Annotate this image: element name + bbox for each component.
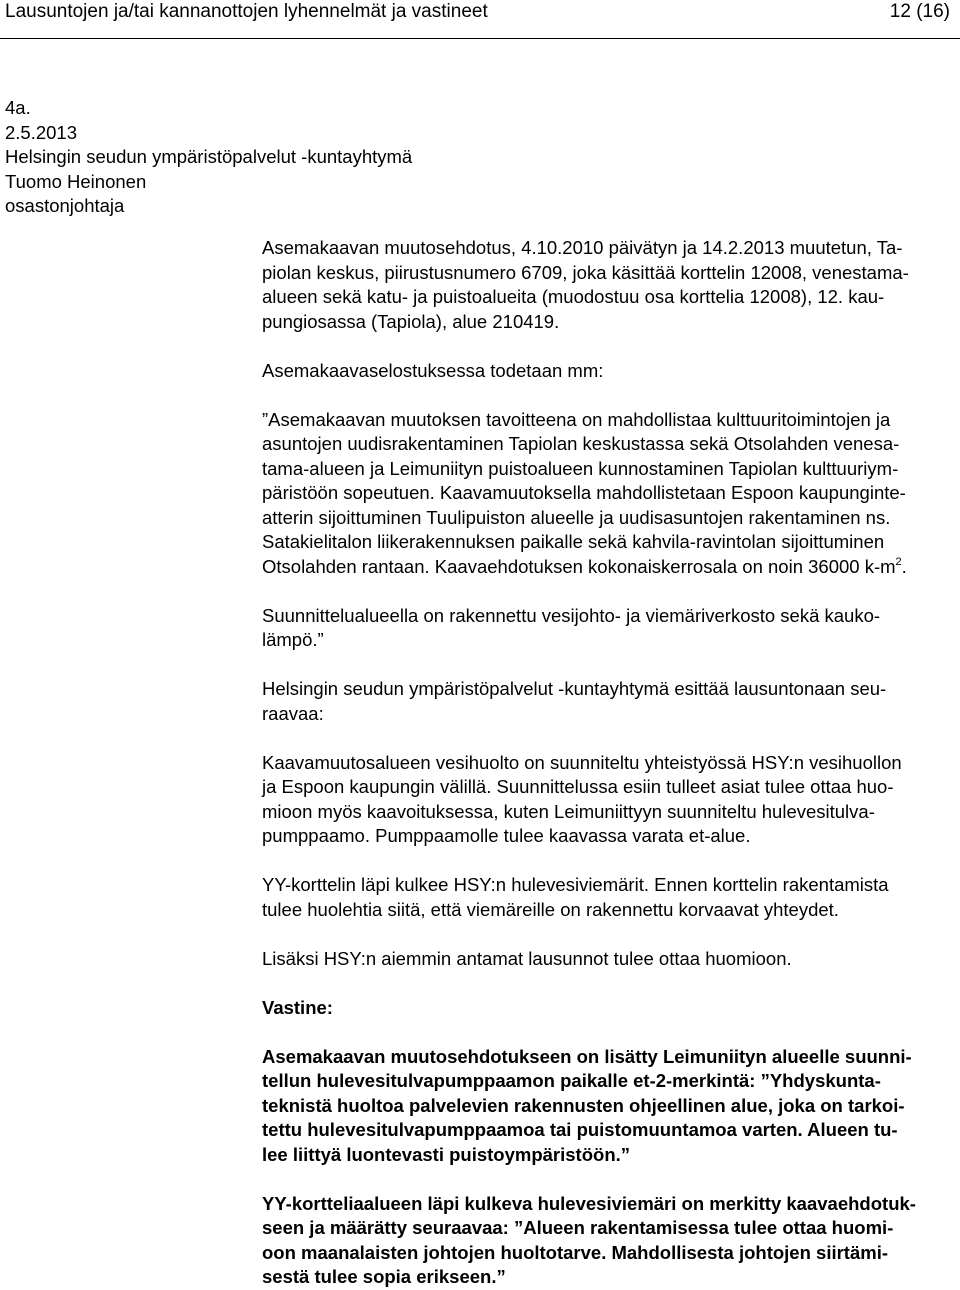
text-line: oon maanalaisten johtojen huoltotarve. Mahdollisesta johtojen siirtämi- — [262, 1241, 889, 1263]
text-line: asuntojen uudisrakentaminen Tapiolan keskustassa sekä Otsolahden venesa- — [262, 433, 900, 454]
text-line: alueen sekä katu- ja puistoalueita (muodostuu osa korttelia 12008), 12. kau- — [262, 286, 885, 307]
superscript: 2 — [895, 555, 902, 568]
text-line: raavaa: — [262, 702, 324, 724]
text-line: tulee huolehtia siitä, että viemäreille on rakennettu korvaavat yhteydet. — [262, 898, 839, 920]
quote-paragraph — [262, 408, 957, 580]
text-line: piolan keskus, piirustusnumero 6709, joka käsittää korttelin 12008, venestama- — [262, 261, 909, 283]
text-line: mioon myös kaavoituksessa, kuten Leimuniittyyn suunniteltu hulevesitulva- — [262, 800, 875, 822]
vastine-paragraph-1 — [262, 1045, 957, 1168]
document-title: Lausuntojen ja/tai kannanottojen lyhennelmät ja vastineet — [5, 1, 488, 22]
statement-meta — [5, 96, 412, 219]
vastine-heading: Vastine: — [262, 996, 333, 1018]
statement-organization: Helsingin seudun ympäristöpalvelut -kuntayhtymä — [5, 146, 413, 167]
text-line: tettu hulevesitulvapumppaamoa tai puistomuuntamoa varten. Alueen tu- — [262, 1119, 898, 1140]
text-line: ja Espoon kaupungin välillä. Suunnittelussa esiin tulleet asiat tulee ottaa huo- — [262, 776, 894, 797]
text-line: lämpö.” — [262, 629, 324, 650]
page-number: 12 (16) — [889, 1, 950, 22]
text-line: atterin sijoittuminen Tuulipuiston alueelle ja uudisasuntojen rakentaminen ns. — [262, 506, 891, 528]
text-line: lee liittyä luontevasti puistoympäristöön.” — [262, 1143, 631, 1165]
statement-date: 2.5.2013 — [5, 121, 78, 143]
page-header — [0, 0, 960, 40]
hsy-paragraph-3: Lisäksi HSY:n aiemmin antamat lausunnot tulee ottaa huomioon. — [262, 947, 792, 969]
text-line: Suunnittelualueella on rakennettu vesijohto- ja viemäriverkosto sekä kauko- — [262, 604, 881, 626]
statement-person: Tuomo Heinonen — [5, 170, 147, 192]
text-line: Asemakaavan muutosehdotus, 4.10.2010 päivätyn ja 14.2.2013 muutetun, Ta- — [262, 237, 903, 258]
text-line: Otsolahden rantaan. Kaavaehdotuksen kokonaiskerrosala on noin 36000 $k-m^2$. — [262, 555, 907, 577]
text-line: pungiosassa (Tapiola), alue 210419. — [262, 310, 560, 332]
intro-paragraph — [262, 236, 957, 334]
text-line: YY-korttelin läpi kulkee HSY:n hulevesiviemärit. Ennen korttelin rakentamista — [262, 874, 889, 895]
text-line: tellun hulevesitulvapumppaamon paikalle et-2-merkintä: ”Yhdyskunta- — [262, 1070, 881, 1091]
text-line: Helsingin seudun ympäristöpalvelut -kuntayhtymä esittää lausuntonaan seu- — [262, 678, 887, 699]
statement-role: osastonjohtaja — [5, 195, 125, 216]
text-line: ”Asemakaavan muutoksen tavoitteena on mahdollistaa kulttuuritoimintojen ja — [262, 408, 891, 430]
text-line: pumppaamo. Pumppaamolle tulee kaavassa varata et-alue. — [262, 825, 751, 846]
header-divider — [0, 38, 960, 39]
text-line: seen ja määrätty seuraavaa: ”Alueen rakentamisessa tulee ottaa huomi- — [262, 1217, 894, 1238]
text-line: teknistä huoltoa palvelevien rakennusten ohjeellinen alue, joka on tarkoi- — [262, 1094, 905, 1116]
text-line: Satakielitalon liikerakennuksen paikalle sekä kahvila-ravintolan sijoittuminen — [262, 531, 885, 552]
network-paragraph — [262, 604, 957, 653]
hsy-paragraph-2 — [262, 873, 957, 922]
text-line: Asemakaavan muutosehdotukseen on lisätty Leimuniityn alueelle suunni- — [262, 1045, 912, 1067]
hsy-intro-paragraph — [262, 677, 957, 726]
vastine-paragraph-2 — [262, 1192, 957, 1290]
text-line: tama-alueen ja Leimuniityn puistoalueen kunnostaminen Tapiolan kulttuuriym- — [262, 457, 899, 479]
selostus-intro: Asemakaavaselostuksessa todetaan mm: — [262, 359, 604, 381]
statement-body — [262, 236, 957, 1290]
text-line: päristöön sopeutuen. Kaavamuutoksella mahdollistetaan Espoon kaupunginte- — [262, 482, 906, 503]
text-line: YY-kortteliaalueen läpi kulkeva hulevesiviemäri on merkitty kaavaehdotuk- — [262, 1192, 916, 1214]
text-line: sestä tulee sopia erikseen.” — [262, 1266, 506, 1287]
text-line: Kaavamuutosalueen vesihuolto on suunniteltu yhteistyössä HSY:n vesihuollon — [262, 751, 902, 773]
hsy-paragraph-1 — [262, 751, 957, 849]
statement-number: 4a. — [5, 97, 31, 118]
